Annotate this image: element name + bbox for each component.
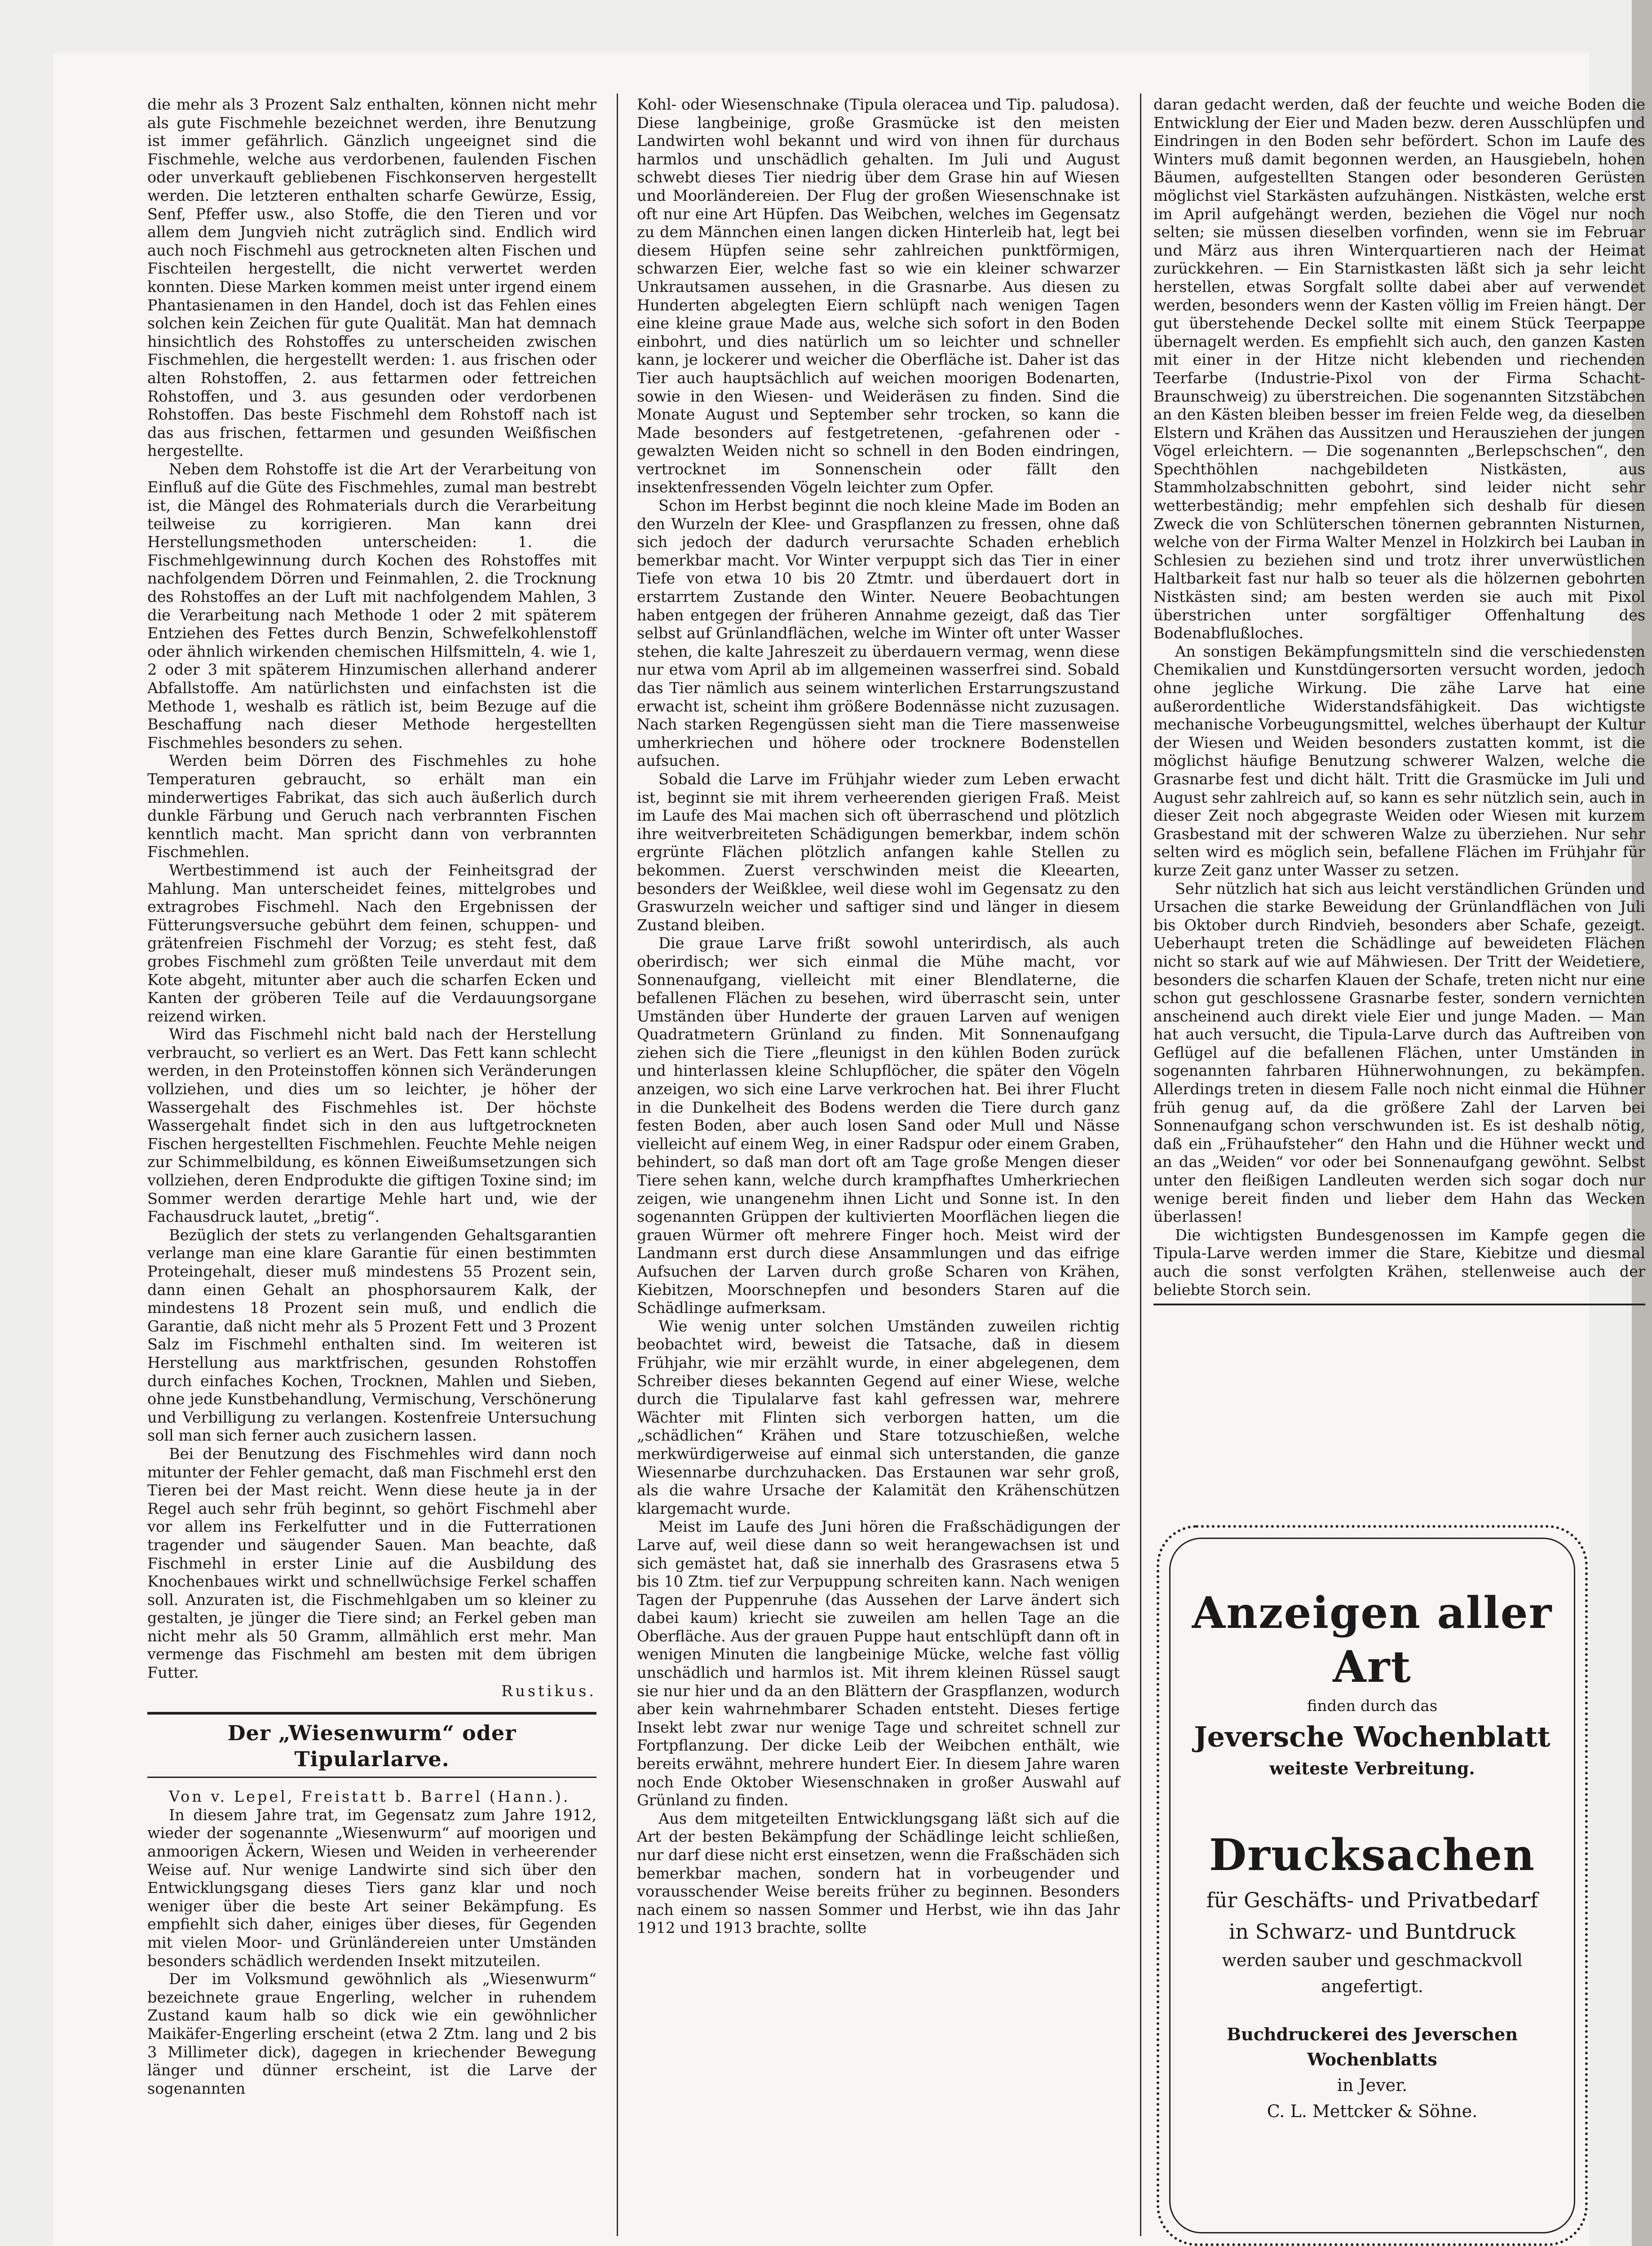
paragraph: Wird das Fischmehl nicht bald nach der Herstellung verbraucht, so verliert es an Wert. Das Fett kann schlecht werden, in den Proteinstoffen können sich Veränderungen vollziehen, und dies um so leichter, je höher der Wassergehalt des Fischmehles ist. Der höchste Wassergehalt findet sich in den aus luftgetrockneten Fischen hergestellten Fischmehlen. Feuchte Mehle neigen zur Schimmelbildung, es können Eiweißumsetzungen sich vollziehen, deren Endprodukte die giftigen Toxine sind; im Sommer werden derartige Mehle hart und, wie der Fachausdruck lautet, „bretig“. <box>147 1026 596 1226</box>
ad-printer-name: Buchdruckerei des Jeverschen Wochenblatts <box>1226 2024 1518 2069</box>
paragraph: Die graue Larve frißt sowohl unterirdisch, als auch oberirdisch; wer sich einmal die Mühe macht, vor Sonnenaufgang, vielleicht mit einer Blendlaterne, die befallenen Flächen zu besehen, wird überrascht sein, unter Umständen über Hunderte der grauen Larven auf wenigen Quadratmetern Grünland zu finden. Mit Sonnenaufgang ziehen sich die Tiere „fleunigst in den kühlen Boden zurück und hinterlassen kleine Schlupflöcher, die später den Vögeln anzeigen, wo sich eine Larve verkrochen hat. Bei ihrer Flucht in die Dunkelheit des Bodens werden die Tiere durch ganz festen Boden, aber auch losen Sand oder Mull und Nässe vielleicht auf einem Weg, in einer Radspur oder einem Graben, behindert, so daß man dort oft am Tage große Mengen dieser Tiere sehen kann, welche durch krampfhaftes Umherkriechen zeigen, wie unangenehm ihnen Licht und Sonne ist. In den sogenannten Grüppen der kultivierten Moorflächen liegen die grauen Würmer oft mehrere Finger hoch. Meist wird der Landmann erst durch diese Ansammlungen und das eifrige Aufsuchen der Larven durch große Scharen von Krähen, Kiebitzen, Moorschnepfen und besonders Staren auf die Schädlinge aufmerksam. <box>637 934 1120 1317</box>
section-divider <box>147 1712 596 1715</box>
column-2 <box>637 96 1120 1937</box>
ad-text-line: werden sauber und geschmackvoll angefertigt. <box>1222 1950 1523 1996</box>
paragraph: Bei der Benutzung des Fischmehles wird dann noch mitunter der Fehler gemacht, daß man Fischmehl erst den Tieren bei der Mast reicht. Wenn diese heute ja in der Regel auch sehr früh beginnt, so gehört Fischmehl aber vor allem ins Ferkelfutter und in die Futterrationen tragender und säugender Sauen. Man beachte, daß Fischmehl in erster Linie auf die Ausbildung des Knochenbaues wirkt und schnellwüchsige Ferkel schaffen soll. Anzuraten ist, die Fischmehlgaben um so kleiner zu gestalten, je jünger die Tiere sind; an Ferkel geben man nicht mehr als 50 Gramm, allmählich erst mehr. Man vermenge das Fischmehl am besten mit dem übrigen Futter. <box>147 1445 596 1682</box>
paragraph: die mehr als 3 Prozent Salz enthalten, können nicht mehr als gute Fischmehle bezeichnet werden, ihre Benutzung ist immer gefährlich. Gänzlich ungeeignet sind die Fischmehle, welche aus verdorbenen, faulenden Fischen oder unverkauft gebliebenen Fischkonserven hergestellt werden. Die letzteren enthalten scharfe Gewürze, Essig, Senf, Pfeffer usw., also Stoffe, die den Tieren und vor allem dem Jungvieh nicht zuträglich sind. Endlich wird auch noch Fischmehl aus getrockneten alten Fischen und Fischteilen hergestellt, die nicht verwertet werden konnten. Diese Marken kommen meist unter irgend einem Phantasienamen in den Handel, doch ist das Fehlen eines solchen kein Zeichen für gute Qualität. Man hat demnach hinsichtlich des Rohstoffes zu unterscheiden zwischen Fischmehlen, die hergestellt werden: 1. aus frischen oder alten Rohstoffen, 2. aus fettarmen oder fettreichen Rohstoffen, und 3. aus gesunden oder verdorbenen Rohstoffen. Das beste Fischmehl dem Rohstoff nach ist das aus frischen, fettarmen und gesunden Weißfischen hergestellte. <box>147 96 596 460</box>
author-signature: Rustikus. <box>501 1682 596 1700</box>
column-3 <box>1153 96 1645 1305</box>
paragraph: daran gedacht werden, daß der feuchte und weiche Boden die Entwicklung der Eier und Maden bezw. deren Ausschlüpfen und Eindringen in den Boden sehr befördert. Schon im Laufe des Winters muß damit begonnen werden, an Hausgiebeln, hohen Bäumen, aufgestellten Stangen oder besonderen Gerüsten möglichst viel Starkästen aufzuhängen. Nistkästen, welche erst im April aufgehängt werden, beziehen die Vögel nur noch selten; sie müssen dieselben vorfinden, wenn sie im Februar und März aus ihren Winterquartieren nach der Heimat zurückkehren. — Ein Starnistkasten läßt sich ja sehr leicht herstellen, etwas Sorgfalt sollte dabei aber auf verwendet werden, besonders wenn der Kasten völlig im Freien hängt. Der gut überstehende Deckel sollte mit einem Stück Teerpappe übernagelt werden. Es empfiehlt sich auch, den ganzen Kasten mit einer in der Hitze nicht klebenden und riechenden Teerfarbe (Industrie-Pixol von der Firma Schacht-Braunschweig) zu überstreichen. Die sogenannten Sitzstäbchen an den Kästen bleiben besser im freien Felde weg, da dieselben Elstern und Krähen das Aussitzen und Herausziehen der jungen Vögel erleichtern. — Die sogenannten „Berlepschschen“, den Spechthöhlen nachgebildeten Nistkästen, aus Stammholzabschnitten gebohrt, sind leider nicht sehr wetterbeständig; mehr empfehlen sich deshalb für diesen Zweck die von Schlüterschen tönernen gebrannten Nisturnen, welche von der Firma Walter Menzel in Holzkirch bei Lauban in Schlesien zu beziehen sind und trotz ihrer unverwüstlichen Haltbarkeit fast nur halb so teuer als die hölzernen gebohrten Nistkästen sind; am besten werden sie auch mit Pixol überstrichen unter sorgfältiger Offenhaltung des Bodenabflußloches. <box>1153 96 1645 642</box>
ad-headline-2: Drucksachen <box>1209 1830 1535 1880</box>
paragraph: Der im Volksmund gewöhnlich als „Wiesenwurm“ bezeichnete graue Engerling, welcher in ruhendem Zustand kaum halb so dick wie ein gewöhnlicher Maikäfer-Engerling erscheint (etwa 2 Ztm. lang und 2 bis 3 Millimeter dick), dagegen in kriechender Bewegung länger und dünner erscheint, ist die Larve der sogenannten <box>147 1970 596 2097</box>
article-end-rule <box>1153 1304 1645 1305</box>
ad-text-line: für Geschäfts- und Privatbedarf <box>1206 1888 1538 1912</box>
paragraph: Meist im Laufe des Juni hören die Fraßschädigungen der Larve auf, weil diese dann so weit herangewachsen ist und sich gemästet hat, daß sie innerhalb des Grasrasens etwa 5 bis 10 Ztm. tief zur Verpuppung schreiten kann. Nach wenigen Tagen der Puppenruhe (das Aussehen der Larve ändert sich dabei kaum) kriecht sie zuweilen am hellen Tage an die Oberfläche. Aus der grauen Puppe haut entschlüpft dann oft in wenigen Minuten die langbeinige Mücke, welche fast völlig unschädlich und harmlos ist. Mit ihrem kleinen Rüssel saugt sie nur hier und da an den Blättern der Graspflanzen, wodurch aber kein wahrnehmbarer Schaden entsteht. Dieses fertige Insekt lebt zwar nur wenige Tage und schreitet schnell zur Fortpflanzung. Der dicke Leib der Weibchen enthält, wie bereits erwähnt, mehrere hundert Eier. In diesem Jahre waren noch Ende Oktober Wiesenschnaken in großer Auswahl auf Grünland zu finden. <box>637 1518 1120 1809</box>
ad-decorative-border <box>1169 1538 1575 2233</box>
article-title: Der „Wiesenwurm“ oder Tipularlarve. <box>227 1721 517 1772</box>
column-1 <box>147 96 596 2098</box>
byline: Von v. Lepel, Freistatt b. Barrel (Hann.). <box>169 1788 570 1806</box>
title-divider <box>147 1777 596 1778</box>
ad-publication-name: Jeversche Wochenblatt <box>1194 1720 1550 1753</box>
paragraph: Sehr nützlich hat sich aus leicht verständlichen Gründen und Ursachen die starke Beweidung der Grünlandflächen von Juli bis Oktober durch Rindvieh, besonders aber Schafe, gezeigt. Ueberhaupt treten die Schädlinge auf beweideten Flächen nicht so stark auf wie auf Mähwiesen. Der Tritt der Weidetiere, besonders die scharfen Klauen der Schafe, treten nicht nur eine schon gut geschlossene Grasnarbe fester, sondern vernichten anscheinend auch direkt viele Eier und junge Maden. — Man hat auch versucht, die Tipula-Larve durch das Auftreiben von Geflügel auf die befallenen Flächen, unter Umständen in sogenannten fahrbaren Hühnerwohnungen, zu bekämpfen. Allerdings treten in diesem Falle noch nicht einmal die Hühner früh genug auf, da die größere Zahl der Larven bei Sonnenaufgang schon verschwunden ist. Es ist deshalb nötig, daß ein „Frühaufsteher“ den Hahn und die Hühner weckt und an das „Weiden“ vor oder bei Sonnenaufgang gewöhnt. Selbst unter den fleißigen Landleuten werden sich sogar doch nur wenige bereit finden und lieber dem Hahn das Wecken überlassen! <box>1153 880 1645 1226</box>
paragraph: Sobald die Larve im Frühjahr wieder zum Leben erwacht ist, beginnt sie mit ihrem verheerenden gierigen Fraß. Meist im Laufe des Mai machen sich oft überraschend und plötzlich ihre weitverbreiteten Schädigungen bemerkbar, indem schön ergrünte Flächen plötzlich anfangen kahle Stellen zu bekommen. Zuerst verschwinden meist die Kleearten, besonders der Weißklee, weil diese wohl im Gegensatz zu den Graswurzeln weicher und saftiger sind und länger in diesem Zustand bleiben. <box>637 770 1120 934</box>
ad-headline: Anzeigen aller Art <box>1192 1587 1553 1692</box>
advertisement-box <box>1157 1525 1588 2246</box>
paragraph: Aus dem mitgeteilten Entwicklungsgang läßt sich auf die Art der besten Bekämpfung der Schädlinge leicht schließen, nur darf diese nicht erst einsetzen, wenn die Fraßschäden sich bemerkbar machen, sondern hat in vorbeugender und vorausschender Weise bereits früher zu beginnen. Besonders nach einem so nassen Sommer und Herbst, wie ihn das Jahr 1912 und 1913 brachte, sollte <box>637 1809 1120 1937</box>
paragraph: Wie wenig unter solchen Umständen zuweilen richtig beobachtet wird, beweist die Tatsache, daß in diesem Frühjahr, wie mir erzählt wurde, in einer abgelegenen, dem Schreiber dieses bekannten Gegend auf einer Wiese, welche durch die Tipulalarve fast kahl gefressen war, mehrere Wächter mit Flinten sich verborgen hatten, um die „schädlichen“ Krähen und Stare totzuschießen, welche merkwürdigerweise auf einmal sich unterstanden, die ganze Wiesennarbe durchzuhacken. Das Erstaunen war sehr groß, als die wahre Ursache der Kalamität den Krähenschützen klargemacht wurde. <box>637 1317 1120 1517</box>
ad-text-line: in Schwarz- und Buntdruck <box>1228 1919 1516 1944</box>
ad-place: in Jever. <box>1337 2075 1408 2095</box>
paragraph: An sonstigen Bekämpfungsmitteln sind die verschiedensten Chemikalien und Kunstdüngersorten versucht worden, jedoch ohne jegliche Wirkung. Die zähe Larve hat eine außerordentliche Widerstandsfähigkeit. Das wichtigste mechanische Vorbeugungsmittel, welches überhaupt der Kultur der Wiesen und Weiden besonders zustatten kommt, ist die möglichst häufige Benutzung schwerer Walzen, welche die Grasnarbe fest und dicht hält. Tritt die Grasmücke im Juli und August sehr zahlreich auf, so kann es sehr nützlich sein, auch in dieser Zeit noch abgegraste Weiden oder Wiesen mit kurzem Grasbestand mit der schweren Walze zu überziehen. Nur sehr selten wird es möglich sein, befallene Flächen im Frühjahr für kurze Zeit ganz unter Wasser zu setzen. <box>1153 642 1645 879</box>
paragraph: In diesem Jahre trat, im Gegensatz zum Jahre 1912, wieder der sogenannte „Wiesenwurm“ auf moorigen und anmoorigen Äckern, Wiesen und Weiden in verheerender Weise auf. Nur wenige Landwirte sind sich über den Entwicklungsgang dieses Tiers ganz klar und noch weniger über die beste Art seiner Bekämpfung. Es empfiehlt sich daher, einiges über dieses, für Gegenden mit vielen Moor- und Grünländereien unter Umständen besonders schädlich werdenden Insekt mitzuteilen. <box>147 1806 596 1970</box>
ad-text-line: finden durch das <box>1307 1697 1438 1715</box>
paragraph: Die wichtigsten Bundesgenossen im Kampfe gegen die Tipula-Larve werden immer die Stare, Kiebitze und diesmal auch die sonst verfolgten Krähen, stellenweise auch der beliebte Storch sein. <box>1153 1226 1645 1299</box>
paragraph: Wertbestimmend ist auch der Feinheitsgrad der Mahlung. Man unterscheidet feines, mittelgrobes und extragrobes Fischmehl. Nach den Ergebnissen der Fütterungsversuche gebührt dem feinen, schuppen- und grätenfreien Fischmehl der Vorzug; es steht fest, daß grobes Fischmehl zum größten Teile unverdaut mit dem Kote abgeht, mitunter aber auch die scharfen Ecken und Kanten der gröberen Teile auf die Verdauungsorgane reizend wirken. <box>147 861 596 1025</box>
column-rule <box>617 93 618 2236</box>
paragraph: Schon im Herbst beginnt die noch kleine Made im Boden an den Wurzeln der Klee- und Graspflanzen zu fressen, ohne daß sich jedoch der dadurch verursachte Schaden erheblich bemerkbar macht. Vor Winter verpuppt sich das Tier in einer Tiefe von etwa 10 bis 20 Ztmtr. und überdauert dort in erstarrtem Zustande den Winter. Neuere Beobachtungen haben entgegen der früheren Annahme gezeigt, daß das Tier selbst auf Grünlandflächen, welche im Winter oft unter Wasser stehen, die kalte Jahreszeit zu überdauern vermag, wenn diese nur etwa vom April ab im allgemeinen wasserfrei sind. Sobald das Tier nämlich aus seinem winterlichen Erstarrungszustand erwacht ist, scheint ihm größere Bodennässe nicht zuzusagen. Nach starken Regengüssen sieht man die Tiere massenweise umherkriechen und höhere oder trocknere Bodenstellen aufsuchen. <box>637 497 1120 770</box>
paragraph: Werden beim Dörren des Fischmehles zu hohe Temperaturen gebraucht, so erhält man ein minderwertiges Fabrikat, das sich auch äußerlich durch dunkle Färbung und Geruch nach verbrannten Fischen kenntlich macht. Man spricht dann von verbrannten Fischmehlen. <box>147 752 596 861</box>
paragraph: Bezüglich der stets zu verlangenden Gehaltsgarantien verlange man eine klare Garantie für einen bestimmten Proteingehalt, dieser muß mindestens 55 Prozent sein, dann einen Gehalt an phosphorsaurem Kalk, der mindestens 18 Prozent sein muß, und endlich die Garantie, daß nicht mehr als 5 Prozent Fett und 3 Prozent Salz im Fischmehl enthalten sind. Im weiteren ist Herstellung aus marktfrischen, gesunden Rohstoffen durch einfaches Kochen, Trocknen, Mahlen und Sieben, ohne jede Kunstbehandlung, Vermischung, Verschönerung und Verbilligung zu verlangen. Kostenfreie Untersuchung soll man sich ferner auch zusichern lassen. <box>147 1226 596 1445</box>
ad-text-line: weiteste Verbreitung. <box>1269 1758 1475 1778</box>
column-rule <box>1140 93 1141 2236</box>
paragraph: Kohl- oder Wiesenschnake (Tipula oleracea und Tip. paludosa). Diese langbeinige, große Grasmücke ist den meisten Landwirten wohl bekannt und wird von ihnen für durchaus harmlos und unschädlich gehalten. Im Juli und August schwebt dieses Tier niedrig über dem Grase hin auf Wiesen und Moorländereien. Der Flug der großen Wiesenschnake ist oft nur eine Art Hüpfen. Das Weibchen, welches im Gegensatz zu dem Männchen einen langen dicken Hinterleib hat, legt bei diesem Hüpfen seine sehr zahlreichen punktförmigen, schwarzen Eier, welche fast so wie ein kleiner schwarzer Unkrautsamen aussehen, in die Grasnarbe. Aus diesen zu Hunderten abgelegten Eiern schlüpft nach wenigen Tagen eine kleine graue Made aus, welche sich sofort in den Boden einbohrt, und dies natürlich um so leichter und schneller kann, je lockerer und weicher die Oberfläche ist. Daher ist das Tier auch hauptsächlich auf weichen moorigen Bodenarten, sowie in den Wiesen- und Weideräsen zu finden. Sind die Monate August und September sehr trocken, so kann die Made besonders auf festgetretenen, -gefahrenen oder -gewalzten Weiden nicht so schnell in den Boden eindringen, vertrocknet im Sonnenschein oder fällt den insektenfressenden Vögeln leichter zum Opfer. <box>637 96 1120 496</box>
paragraph: Neben dem Rohstoffe ist die Art der Verarbeitung von Einfluß auf die Güte des Fischmehles, zumal man bestrebt ist, die Mängel des Rohmaterials durch die Verarbeitung teilweise zu korrigieren. Man kann drei Herstellungsmethoden unterscheiden: 1. die Fischmehlgewinnung durch Kochen des Rohstoffes mit nachfolgendem Dörren und Feinmahlen, 2. die Trocknung des Rohstoffes an der Luft mit nachfolgendem Mahlen, 3 die Verarbeitung nach Methode 1 oder 2 mit späterem Entziehen des Fettes durch Benzin, Schwefelkohlenstoff oder ähnlich wirkenden chemischen Hilfsmitteln, 4. wie 1, 2 oder 3 mit späterem Hinzumischen allerhand anderer Abfallstoffe. Am natürlichsten und einfachsten ist die Methode 1, weshalb es rätlich ist, beim Bezuge auf die Beschaffung nach dieser Methode hergestellten Fischmehles besonders zu sehen. <box>147 460 596 752</box>
ad-owner: C. L. Mettcker & Söhne. <box>1267 2101 1478 2121</box>
